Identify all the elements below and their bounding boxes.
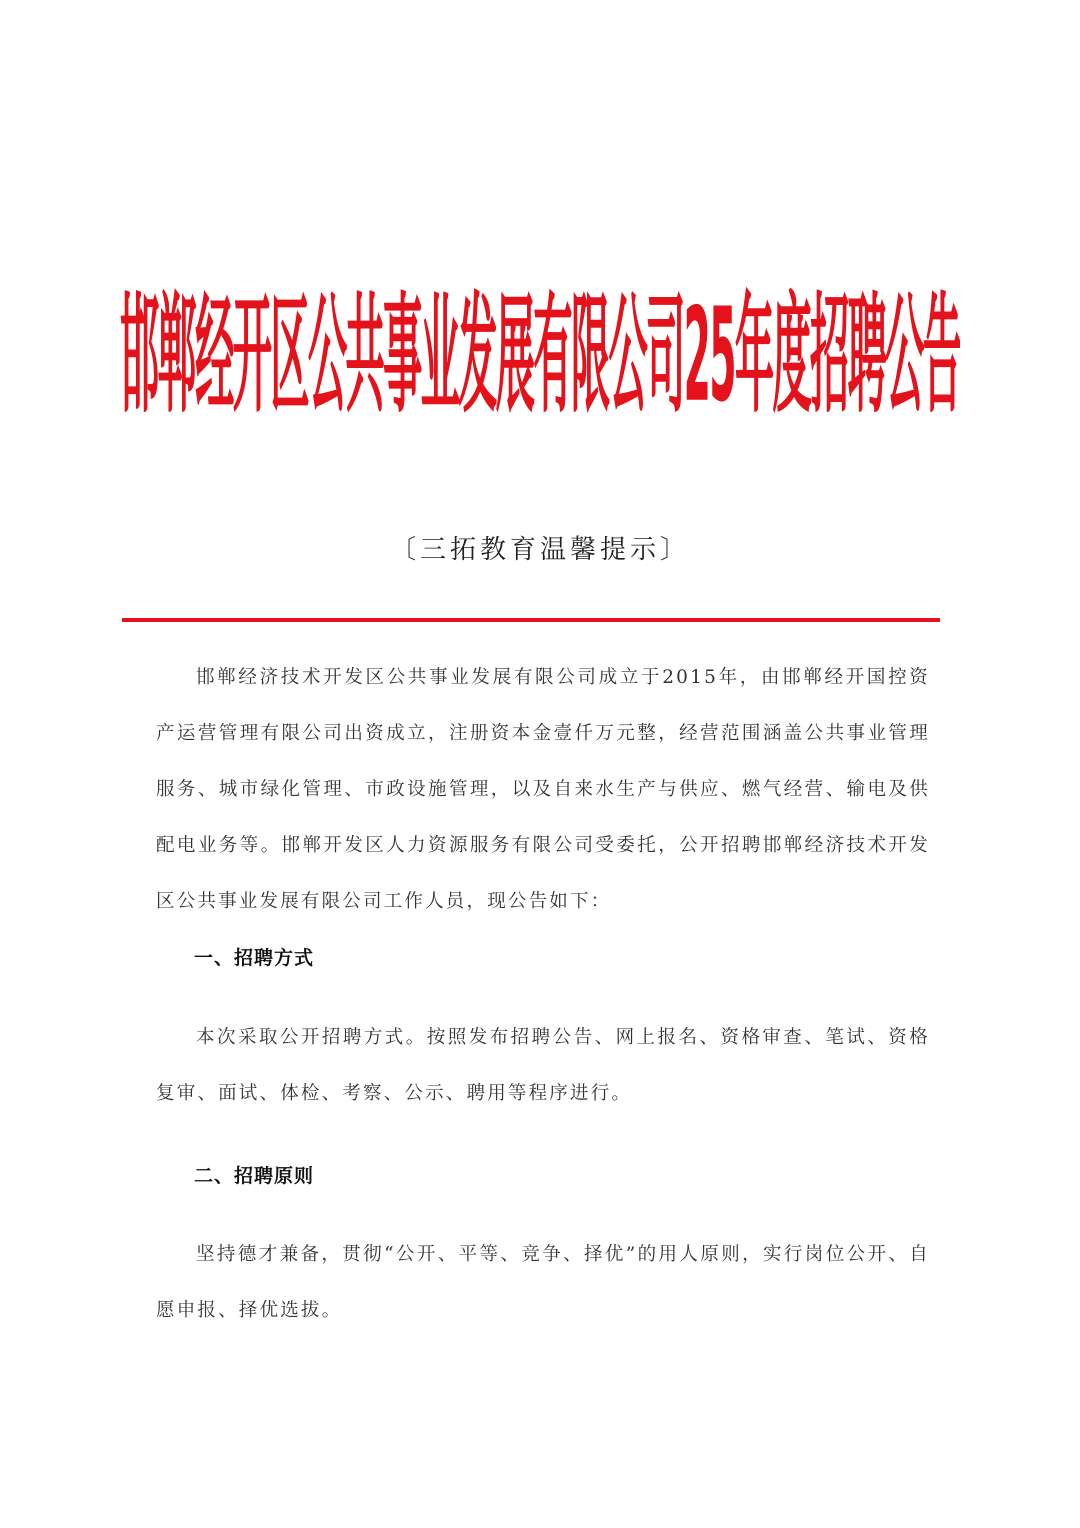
section-heading-principle: 二、招聘原则 <box>194 1165 315 1187</box>
section-heading-method: 一、招聘方式 <box>194 947 315 969</box>
document-subtitle: 〔三拓教育温馨提示〕 <box>389 535 690 565</box>
red-divider <box>122 618 940 622</box>
section-body-method: 本次采取公开招聘方式。按照发布招聘公告、网上报名、资格审查、笔试、资格复审、面试、体检、考察、公示、聘用等程序进行。 <box>156 1027 930 1104</box>
section-body-principle: 坚持德才兼备，贯彻“公开、平等、竞争、择优”的用人原则，实行岗位公开、自愿申报、择优选拔。 <box>156 1244 930 1321</box>
document-title <box>120 276 960 446</box>
intro-paragraph: 邯郸经济技术开发区公共事业发展有限公司成立于2015年，由邯郸经开国控资产运营管理有限公司出资成立，注册资本金壹仟万元整，经营范围涵盖公共事业管理服务、城市绿化管理、市政设施管理，以及自来水生产与供应、燃气经营、输电及供配电业务等。邯郸开发区人力资源服务有限公司受委托，公开招聘邯郸经济技术开发区公共事业发展有限公司工作人员，现公告如下： <box>156 667 930 912</box>
document-title-text: 邯郸经开区公共事业发展有限公司25年度招聘公告 <box>120 281 960 433</box>
